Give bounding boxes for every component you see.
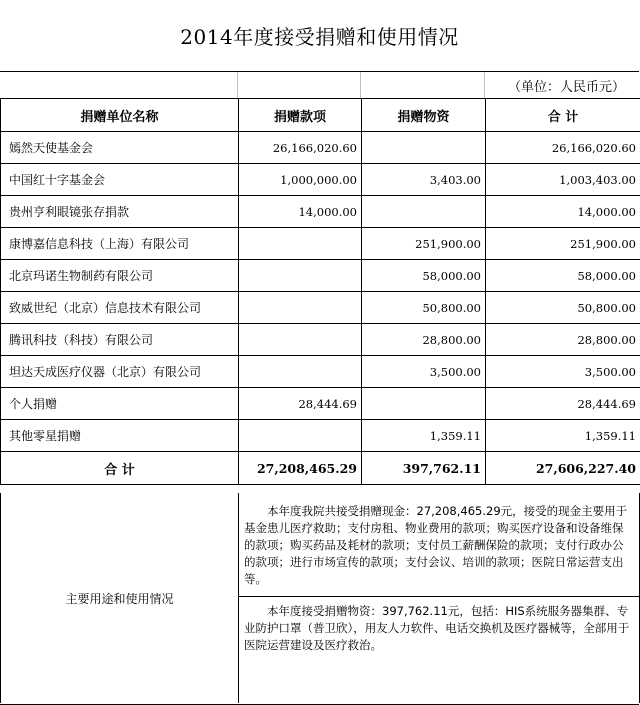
donor-name: 贵州亨利眼镜张存捐款 [1, 196, 239, 228]
usage-divider [238, 596, 639, 597]
cash-amount: 26,166,020.60 [239, 132, 362, 164]
grid-line [237, 72, 238, 98]
unit-label: （单位：人民币元） [508, 76, 625, 95]
header-name: 捐赠单位名称 [1, 99, 239, 132]
cash-usage-text: 本年度我院共接受捐赠现金：27,208,465.29元，接受的现金主要用于基金患儿医疗救助；支付房租、物业费用的款项；购买医疗设备和设备维保的款项；购买药品及耗材的款项；支付员工薪酬保险的款项；支付行政办公的款项；进行市场宣传的款项；支付会议、培训的款项；医院日常运营支出等。 [244, 503, 633, 588]
donor-name: 中国红十字基金会 [1, 164, 239, 196]
total-goods: 397,762.11 [362, 452, 486, 485]
table-row [1, 420, 640, 452]
donor-name: 康博嘉信息科技（上海）有限公司 [1, 228, 239, 260]
goods-amount: 50,800.00 [362, 292, 486, 324]
row-total: 1,003,403.00 [486, 164, 640, 196]
table-row [1, 132, 640, 164]
donor-name: 致威世纪（北京）信息技术有限公司 [1, 292, 239, 324]
donor-name: 北京玛诺生物制药有限公司 [1, 260, 239, 292]
goods-amount: 28,800.00 [362, 324, 486, 356]
donation-table [0, 98, 640, 485]
goods-amount: 251,900.00 [362, 228, 486, 260]
goods-amount [362, 196, 486, 228]
cash-amount: 14,000.00 [239, 196, 362, 228]
donor-name: 腾讯科技（科技）有限公司 [1, 324, 239, 356]
row-total: 3,500.00 [486, 356, 640, 388]
table-row [1, 292, 640, 324]
page-title: 2014年度接受捐赠和使用情况 [180, 21, 458, 50]
goods-usage-text: 本年度接受捐赠物资：397,762.11元，包括：HIS系统服务器集群、专业防护口罩（普卫欣），用友人力软件、电话交换机及医疗器械等，全部用于医院运营建设及医疗救治。 [244, 603, 633, 654]
total-label: 合 计 [1, 452, 239, 485]
total-cash: 27,208,465.29 [239, 452, 362, 485]
header-goods: 捐赠物资 [362, 99, 486, 132]
row-total: 28,444.69 [486, 388, 640, 420]
table-header-row [1, 99, 640, 132]
table-row [1, 164, 640, 196]
header-total: 合 计 [486, 99, 640, 132]
row-total: 1,359.11 [486, 420, 640, 452]
table-row [1, 388, 640, 420]
donor-name: 个人捐赠 [1, 388, 239, 420]
cash-amount [239, 228, 362, 260]
row-total: 50,800.00 [486, 292, 640, 324]
grid-line [360, 72, 361, 98]
goods-amount: 1,359.11 [362, 420, 486, 452]
cash-amount [239, 356, 362, 388]
table-row [1, 196, 640, 228]
cash-amount [239, 324, 362, 356]
donor-name: 坦达天成医疗仪器（北京）有限公司 [1, 356, 239, 388]
grid-line [484, 72, 485, 98]
header-cash: 捐赠款项 [239, 99, 362, 132]
goods-amount [362, 132, 486, 164]
usage-section [0, 493, 639, 705]
row-total: 14,000.00 [486, 196, 640, 228]
usage-label: 主要用途和使用情况 [0, 493, 239, 703]
goods-amount: 3,500.00 [362, 356, 486, 388]
title-row [0, 0, 639, 72]
table-row [1, 324, 640, 356]
row-total: 251,900.00 [486, 228, 640, 260]
table-row [1, 228, 640, 260]
row-total: 58,000.00 [486, 260, 640, 292]
table-row [1, 356, 640, 388]
unit-row [0, 72, 639, 99]
grand-total: 27,606,227.40 [486, 452, 640, 485]
goods-amount: 58,000.00 [362, 260, 486, 292]
cash-amount [239, 260, 362, 292]
cash-amount: 28,444.69 [239, 388, 362, 420]
cash-amount: 1,000,000.00 [239, 164, 362, 196]
goods-amount: 3,403.00 [362, 164, 486, 196]
donor-name: 嫣然天使基金会 [1, 132, 239, 164]
goods-amount [362, 388, 486, 420]
usage-details [238, 493, 640, 703]
total-row [1, 452, 640, 485]
row-total: 28,800.00 [486, 324, 640, 356]
row-total: 26,166,020.60 [486, 132, 640, 164]
donor-name: 其他零星捐赠 [1, 420, 239, 452]
cash-amount [239, 292, 362, 324]
table-row [1, 260, 640, 292]
cash-amount [239, 420, 362, 452]
